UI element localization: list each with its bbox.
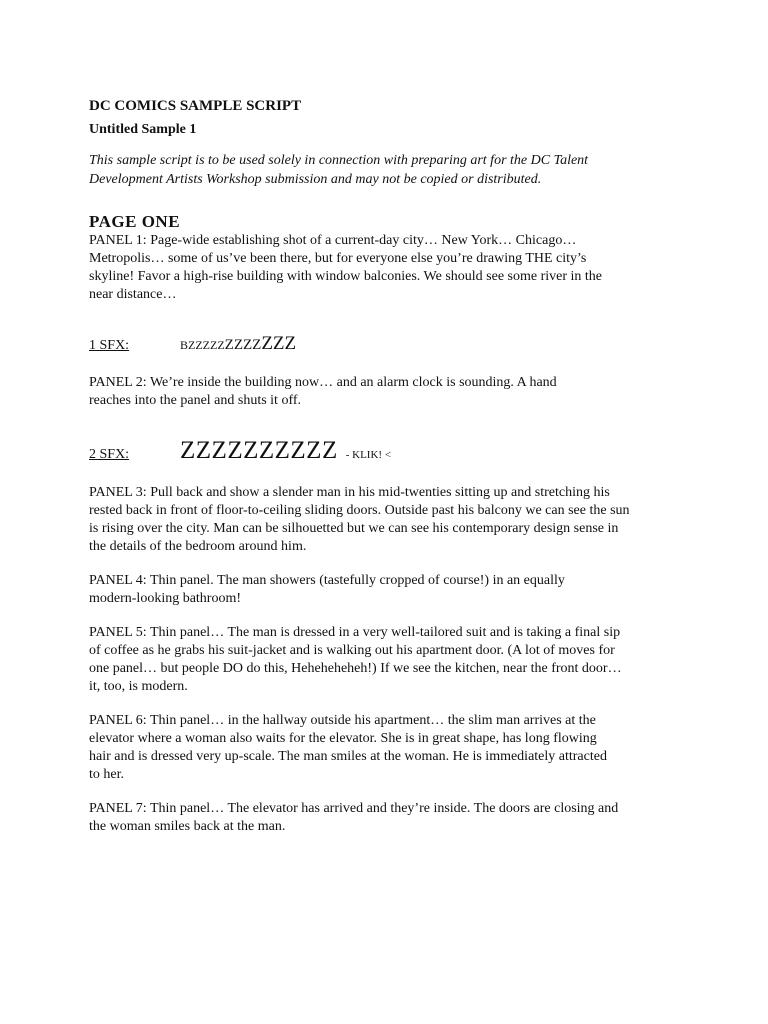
sfx-label: 2 SFX:	[89, 447, 130, 462]
disclaimer-line: This sample script is to be used solely in connection with preparing art for the DC Talent	[89, 153, 589, 168]
panel-line: PANEL 1: Page-wide establishing shot of a current-day city… New York… Chicago…	[89, 233, 577, 248]
script-page	[89, 96, 681, 836]
document-subtitle: Untitled Sample 1	[89, 122, 197, 137]
sfx-1	[89, 333, 681, 355]
panel-1	[89, 232, 681, 304]
panel-line: is rising over the city. Man can be silhouetted but we can see his contemporary design sense in	[89, 521, 619, 536]
panel-line: PANEL 3: Pull back and show a slender man in his mid-twenties sitting up and stretching his	[89, 485, 610, 500]
panel-line: reaches into the panel and shuts it off.	[89, 393, 302, 408]
sfx-klik: - KLIK! <	[345, 449, 392, 461]
panel-line: the woman smiles back at the man.	[89, 819, 286, 834]
panel-line: to her.	[89, 767, 124, 782]
panel-line: PANEL 7: Thin panel… The elevator has arrived and they’re inside. The doors are closing and	[89, 801, 619, 816]
panel-line: hair and is dressed very up-scale. The man smiles at the woman. He is immediately attracted	[89, 749, 607, 764]
panel-line: rested back in front of floor-to-ceiling sliding doors. Outside past his balcony we can see the sun	[89, 503, 630, 518]
spacer	[89, 696, 681, 712]
panel-5	[89, 624, 681, 696]
panel-line: one panel… but people DO do this, Heheheheheh!) If we see the kitchen, near the front door…	[89, 661, 622, 676]
disclaimer	[89, 151, 649, 189]
panel-7	[89, 800, 681, 836]
sfx-text-small: BZZZZZ	[180, 338, 225, 352]
panel-line: near distance…	[89, 287, 177, 302]
panel-line: elevator where a woman also waits for the elevator. She is in great shape, has long flowing	[89, 731, 597, 746]
page-heading: PAGE ONE	[89, 212, 181, 231]
panel-6	[89, 712, 681, 784]
panel-4	[89, 572, 681, 608]
panel-line: modern-looking bathroom!	[89, 591, 242, 606]
panel-line: PANEL 4: Thin panel. The man showers (tastefully cropped of course!) in an equally	[89, 573, 565, 588]
panel-line: Metropolis… some of us’ve been there, but for everyone else you’re drawing THE city’s	[89, 251, 587, 266]
panel-line: of coffee as he grabs his suit-jacket and is walking out his apartment door. (A lot of moves for	[89, 643, 615, 658]
panel-3	[89, 484, 681, 556]
panel-line: PANEL 6: Thin panel… in the hallway outside his apartment… the slim man arrives at the	[89, 713, 596, 728]
panel-line: skyline! Favor a high-rise building with window balconies. We should see some river in the	[89, 269, 603, 284]
sfx-text-medium: ZZZZ	[224, 337, 262, 353]
disclaimer-line: Development Artists Workshop submission and may not be copied or distributed.	[89, 172, 542, 187]
panel-line: PANEL 2: We’re inside the building now… and an alarm clock is sounding. A hand	[89, 375, 557, 390]
sfx-label: 1 SFX:	[89, 338, 130, 353]
spacer	[89, 608, 681, 624]
panel-line: the details of the bedroom around him.	[89, 539, 307, 554]
sfx-text-large: ZZZ	[261, 333, 297, 354]
sfx-2	[89, 437, 681, 465]
panel-line: PANEL 5: Thin panel… The man is dressed in a very well-tailored suit and is taking a final sip	[89, 625, 621, 640]
panel-2	[89, 374, 681, 410]
spacer	[89, 556, 681, 572]
spacer	[89, 784, 681, 800]
panel-line: it, too, is modern.	[89, 679, 188, 694]
sfx-text-large: ZZZZZZZZZZ	[180, 437, 338, 464]
document-title: DC COMICS SAMPLE SCRIPT	[89, 98, 302, 114]
